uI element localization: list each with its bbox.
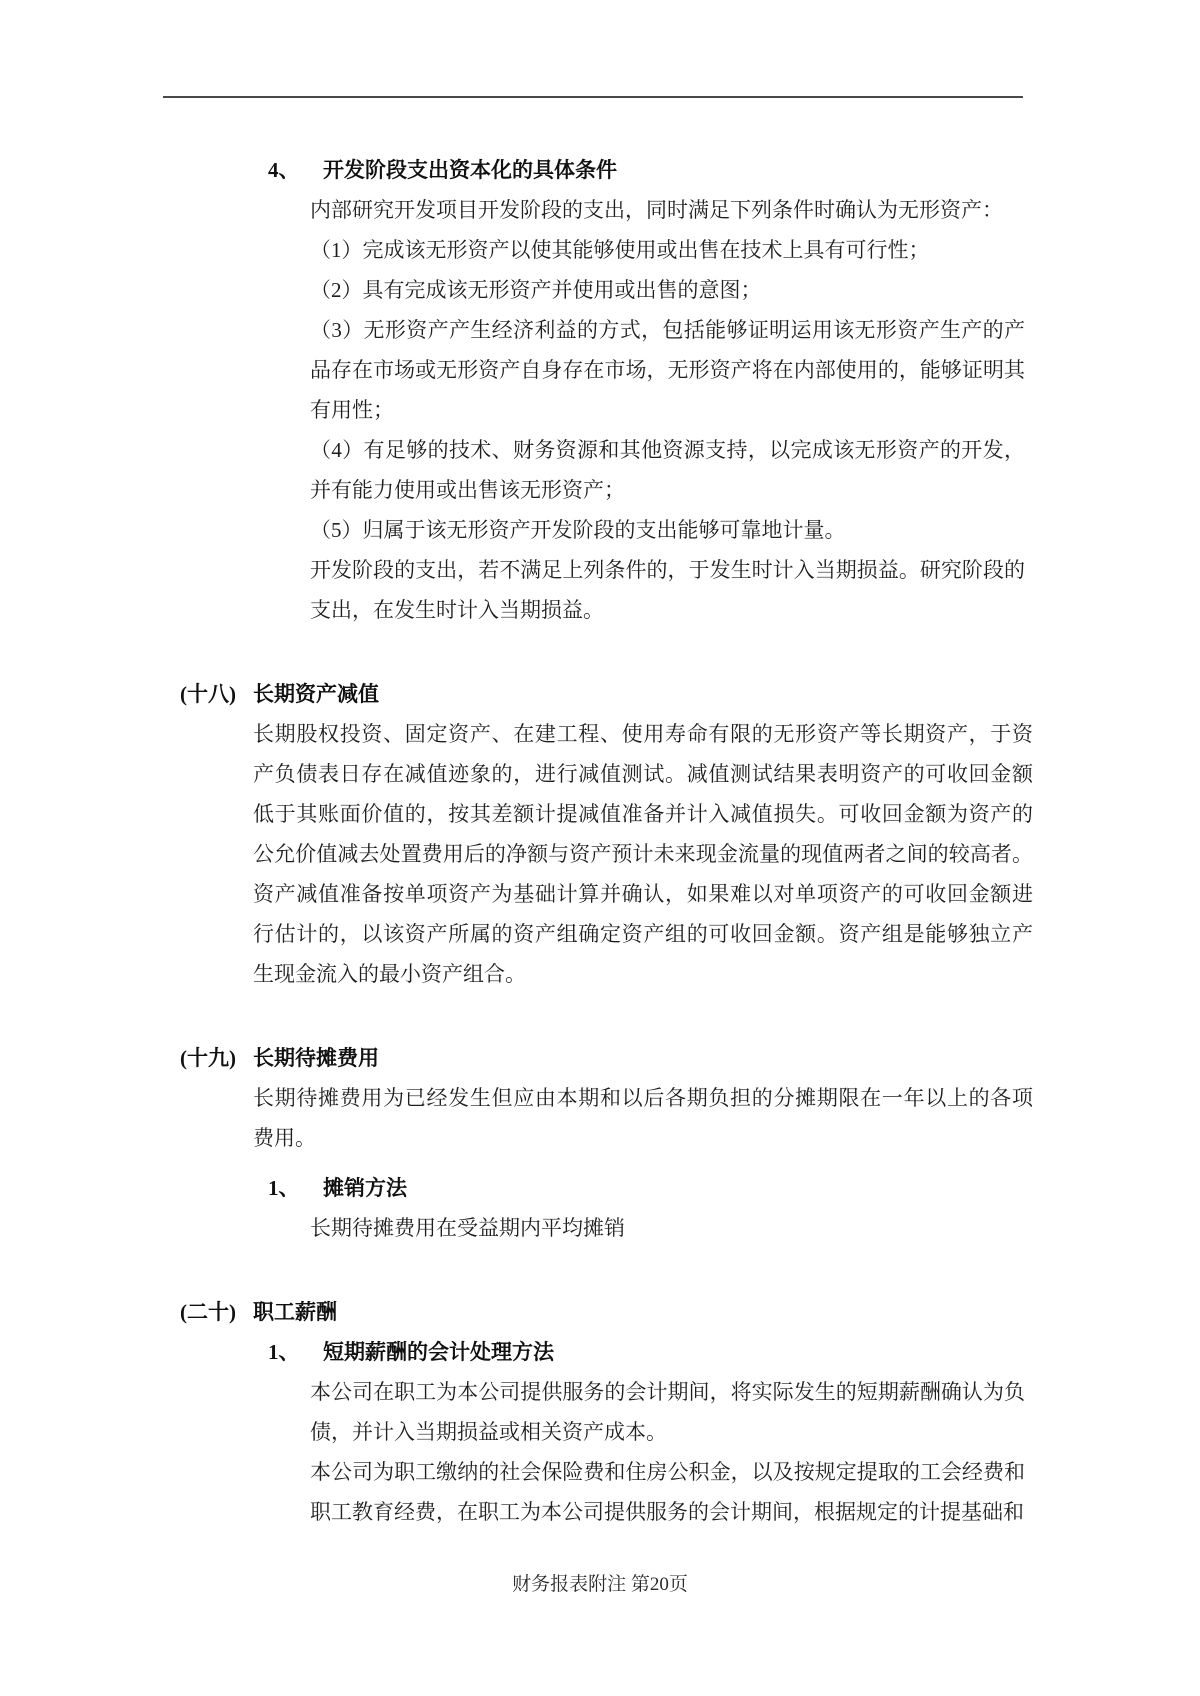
header-rule: [163, 96, 1023, 98]
text-line: 内部研究开发项目开发阶段的支出，同时满足下列条件时确认为无形资产：: [310, 198, 1003, 222]
text-line: 本公司为职工缴纳的社会保险费和住房公积金，以及按规定提取的工会经费和: [310, 1460, 1025, 1484]
level2-heading-number: 1、: [268, 1340, 300, 1364]
paragraph: [310, 230, 1025, 270]
text-line: 开发阶段的支出，若不满足上列条件的，于发生时计入当期损益。研究阶段的: [310, 558, 1025, 582]
paragraph: [310, 430, 1025, 510]
paragraph: [310, 1372, 1025, 1452]
paragraph: [310, 310, 1025, 430]
level1-heading: [180, 674, 1200, 714]
level2-heading: [268, 1168, 1200, 1208]
text-line: 低于其账面价值的，按其差额计提减值准备并计入减值损失。可收回金额为资产的: [253, 802, 1033, 826]
page-footer: [0, 1565, 1200, 1605]
text-line: 本公司在职工为本公司提供服务的会计期间，将实际发生的短期薪酬确认为负: [310, 1380, 1025, 1404]
level2-heading-title: 摊销方法: [323, 1176, 407, 1200]
text-line: 生现金流入的最小资产组合。: [253, 962, 526, 986]
text-line: 支出，在发生时计入当期损益。: [310, 598, 604, 622]
text-line: （2）具有完成该无形资产并使用或出售的意图；: [310, 278, 762, 302]
paragraph: [310, 1452, 1025, 1532]
document-content: [0, 150, 1200, 1532]
text-line: 行估计的，以该资产所属的资产组确定资产组的可收回金额。资产组是能够独立产: [253, 922, 1033, 946]
text-line: 职工教育经费，在职工为本公司提供服务的会计期间，根据规定的计提基础和: [310, 1500, 1024, 1524]
text-line: 债，并计入当期损益或相关资产成本。: [310, 1420, 667, 1444]
text-line: 费用。: [253, 1126, 316, 1150]
paragraph: [253, 1078, 1033, 1158]
level2-heading: [268, 150, 1200, 190]
text-line: （3）无形资产产生经济利益的方式，包括能够证明运用该无形资产生产的产: [310, 318, 1025, 342]
text-line: 长期待摊费用为已经发生但应由本期和以后各期负担的分摊期限在一年以上的各项: [253, 1086, 1033, 1110]
level2-heading-number: 4、: [268, 158, 300, 182]
level2-heading-number: 1、: [268, 1176, 300, 1200]
text-line: 并有能力使用或出售该无形资产；: [310, 478, 625, 502]
level1-heading: [180, 1038, 1200, 1078]
paragraph: [310, 190, 1025, 230]
paragraph: [310, 550, 1025, 630]
text-line: （4）有足够的技术、财务资源和其他资源支持，以完成该无形资产的开发，: [310, 438, 1025, 462]
level2-heading-title: 开发阶段支出资本化的具体条件: [323, 158, 617, 182]
paragraph: [310, 510, 1025, 550]
level1-heading-label: (二十): [180, 1300, 236, 1324]
level1-heading-label: (十八): [180, 682, 236, 706]
level1-heading: [180, 1292, 1200, 1332]
paragraph: [310, 1208, 1025, 1248]
page-footer-text: 财务报表附注 第20页: [512, 1574, 688, 1595]
text-line: 长期待摊费用在受益期内平均摊销: [310, 1216, 625, 1240]
text-line: 产负债表日存在减值迹象的，进行减值测试。减值测试结果表明资产的可收回金额: [253, 762, 1033, 786]
level2-heading: [268, 1332, 1200, 1372]
level2-heading-title: 短期薪酬的会计处理方法: [323, 1340, 554, 1364]
text-line: （5）归属于该无形资产开发阶段的支出能够可靠地计量。: [310, 518, 846, 542]
paragraph: [253, 714, 1033, 994]
text-line: 公允价值减去处置费用后的净额与资产预计未来现金流量的现值两者之间的较高者。: [253, 842, 1033, 866]
level1-heading-title: 长期待摊费用: [253, 1046, 379, 1070]
text-line: 有用性；: [310, 398, 394, 422]
text-line: 品存在市场或无形资产自身存在市场，无形资产将在内部使用的，能够证明其: [310, 358, 1025, 382]
text-line: 长期股权投资、固定资产、在建工程、使用寿命有限的无形资产等长期资产，于资: [253, 722, 1033, 746]
text-line: （1）完成该无形资产以使其能够使用或出售在技术上具有可行性；: [310, 238, 930, 262]
paragraph: [310, 270, 1025, 310]
level1-heading-title: 长期资产减值: [253, 682, 379, 706]
level1-heading-title: 职工薪酬: [253, 1300, 337, 1324]
level1-heading-label: (十九): [180, 1046, 236, 1070]
text-line: 资产减值准备按单项资产为基础计算并确认，如果难以对单项资产的可收回金额进: [253, 882, 1033, 906]
